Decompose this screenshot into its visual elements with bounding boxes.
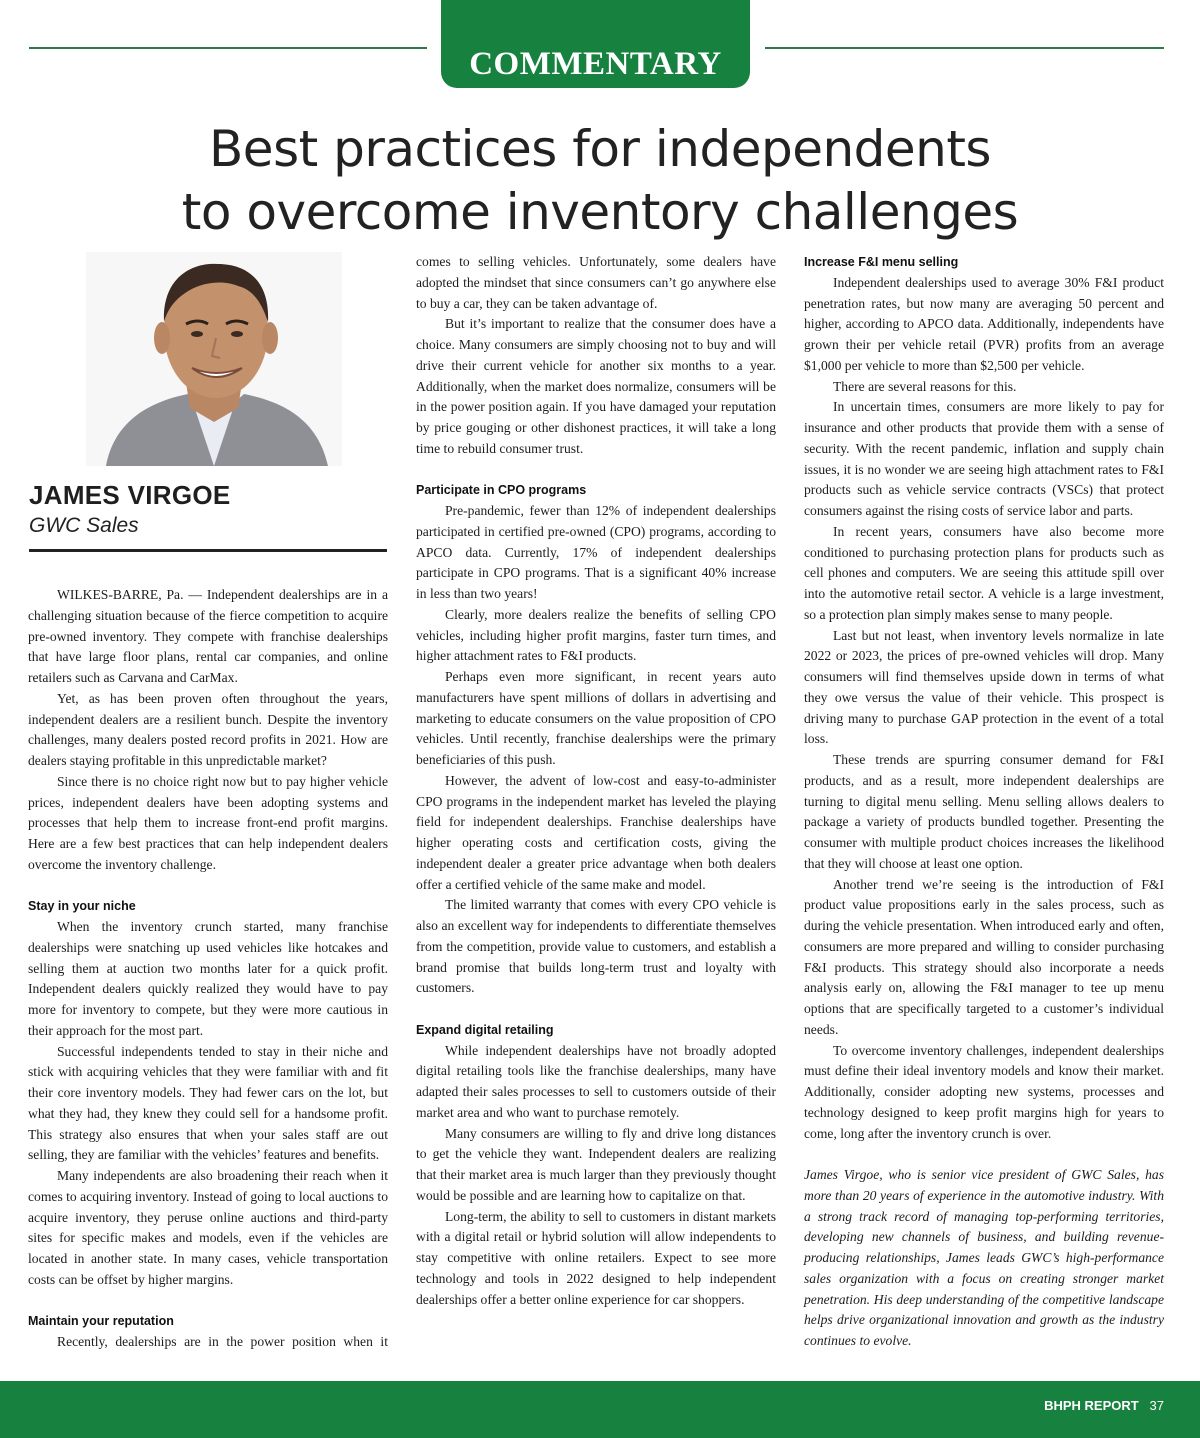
spacer [28,876,388,897]
paragraph: WILKES-BARRE, Pa. — Independent dealerships are in a challenging situation because of the fierce competition to acquire pre-owned inventory. They compete with franchise dealerships that have large floor plans, rental car companies, and online retailers such as Carvana and CarMax. [28,587,388,685]
paragraph: Successful independents tended to stay in their niche and stick with acquiring vehicles that they were familiar with and fit their core inventory models. They had fewer cars on the lot, but what they had, they knew they could sell for a handsome profit. This strategy also ensures that when your sales staff are out selling, they are familiar with the vehicles’ features and benefits. [28,1043,388,1163]
author-photo [86,252,342,466]
subhead-digital-retailing: Expand digital retailing [416,1022,554,1037]
paragraph: These trends are spurring consumer demand for F&I products, and as a result, more independent dealerships are turning to digital menu selling. Menu selling allows dealers to package a variety of products bundled together. Presenting the consumer with multiple product choices increases the likelihood that they will choose at least one option. [804,752,1164,871]
paragraph: Clearly, more dealers realize the benefits of selling CPO vehicles, including higher profit margins, faster turn times, and higher attachment rates to F&I products. [416,606,776,664]
author-rule [29,549,387,552]
paragraph: When the inventory crunch started, many franchise dealerships were snatching up used vehicles like hotcakes and selling them at auction two months later for a quick profit. Independent dealers quickly realized they would have to pay more for inventory to compete, but they were more cautious in their approach for the most part. [28,919,388,1038]
paragraph: To overcome inventory challenges, independent dealerships must define their ideal inventory models and know their market. Additionally, consider adopting new systems, processes and technology designed to keep profit margins high for years to come, long after the inventory crunch is over. [804,1042,1164,1141]
column-2 [416,252,776,1310]
paragraph: Long-term, the ability to sell to customers in distant markets with a digital retail or hybrid solution will allow independents to stay competitive with online retailers. Expect to see more technology and tools in 2022 designed to help independent dealerships offer a better online experience for car shoppers. [416,1208,776,1307]
paragraph: But it’s important to realize that the consumer does have a choice. Many consumers are simply choosing not to buy and will drive their current vehicle for another six months to a year. Additionally, when the market does normalize, consumers will be in the power position again. If you have damaged your reputation by price gouging or other dishonest practices, it will take a long time to rebuild consumer trust. [416,316,776,456]
paragraph: Perhaps even more significant, in recent years auto manufacturers have spent millions of dollars in advertising and marketing to educate consumers on the value proposition of CPO vehicles. Until recently, franchise dealerships were the primary beneficiaries of this push. [416,669,776,767]
column-1 [28,585,388,1353]
paragraph: In uncertain times, consumers are more likely to pay for insurance and other products that provide them with a sense of security. With the recent pandemic, inflation and supply chain issues, it is no wonder we are seeing high attachment rates to F&I products such as vehicle service contracts (VSCs) that protect consumers against the rising costs of service labor and parts. [804,399,1164,518]
paragraph: comes to selling vehicles. Unfortunately, some dealers have adopted the mindset that since consumers can’t go anywhere else to buy a car, they can be taken advantage of. [416,254,776,311]
author-portrait-image [86,252,342,466]
column-3 [804,252,1164,1352]
footer-bar [0,1381,1200,1438]
paragraph: Since there is no choice right now but to pay higher vehicle prices, independent dealers have been adopting systems and processes that help them to increase front-end profit margins. Here are a few best practices that can help independent dealers overcome the inventory challenge. [28,773,388,872]
headline-line-1: Best practices for independents [209,120,991,178]
author-company: GWC Sales [29,514,139,537]
header-rule-right [765,47,1164,49]
headline-line-2: to overcome inventory challenges [181,183,1019,241]
paragraph: Pre-pandemic, fewer than 12% of independent dealerships participated in certified pre-owned (CPO) programs, according to APCO data. Currently, 17% of independent dealerships participate in CPO programs. That is a significant 40% increase in less than two years! [416,503,776,601]
subhead-stay-in-niche: Stay in your niche [28,899,136,914]
section-tab [441,0,750,88]
page-number: 37 [1149,1398,1164,1413]
paragraph: Yet, as has been proven often throughout the years, independent dealers are a resilient bunch. Despite the inventory challenges, many dealers posted record profits in 2021. How are dealers staying profitable in this unpredictable market? [28,690,388,768]
paragraph: Independent dealerships used to average 30% F&I product penetration rates, but now many are averaging 50 percent and higher, according to APCO data. Additionally, independents have grown their per vehicle retail (PVR) profits from an average $1,000 per vehicle to more than $2,500 per vehicle. [804,274,1164,373]
article-headline [0,118,1200,244]
section-label: COMMENTARY [469,46,722,82]
footer-folio [1044,1398,1164,1413]
paragraph: While independent dealerships have not broadly adopted digital retailing tools like the franchise dealerships, many have adapted their sales processes to sell to customers outside of their market area and who want to purchase remotely. [416,1042,776,1120]
paragraph: Many consumers are willing to fly and drive long distances to get the vehicle they want. Independent dealers are realizing that their market area is much larger than they previously thought would be possible and are learning how to capitalize on that. [416,1125,776,1203]
subhead-cpo-programs: Participate in CPO programs [416,483,587,498]
subhead-maintain-reputation: Maintain your reputation [28,1314,174,1329]
paragraph: Recently, dealerships are in the power position when it [57,1334,388,1349]
author-bio: James Virgoe, who is senior vice president of GWC Sales, has more than 20 years of experience in the automotive industry. With a strong track record of managing top-performing territories, developing new channels of business, and building revenue-producing relationships, James leads GWC’s high-performance sales organization with a focus on creating stronger market penetration. His deep understanding of the competitive landscape helps drive organizational innovation and growth as the industry continues to evolve. [804,1167,1164,1348]
paragraph: Last but not least, when inventory levels normalize in late 2022 or 2023, the prices of pre-owned vehicles will drop. Many consumers will find themselves upside down in terms of what they owe versus the value of their vehicle. This prospect is driving many to purchase GAP protection in the event of a total loss. [804,627,1164,747]
spacer [804,1144,1164,1165]
spacer [416,460,776,481]
author-name: JAMES VIRGOE [29,480,231,510]
paragraph: The limited warranty that comes with every CPO vehicle is also an excellent way for independents to differentiate themselves from the competition, provide value to customers, and establish a brand promise that builds long-term trust and loyalty with customers. [416,897,776,996]
spacer [28,1291,388,1312]
publication-name: BHPH REPORT [1044,1398,1139,1413]
header-rule-left [29,47,427,49]
spacer [416,999,776,1020]
paragraph: There are several reasons for this. [833,378,1017,394]
paragraph: However, the advent of low-cost and easy-to-administer CPO programs in the independent market has leveled the playing field for independent dealerships. Franchise dealerships have higher operating costs and certification costs, giving the independent dealer a greater price advantage when both dealers offer a certified vehicle of the same make and model. [416,772,776,892]
paragraph: Many independents are also broadening their reach when it comes to acquiring inventory. Instead of going to local auctions to acquire inventory, they peruse online auctions and third-party sites for specific makes and models, even if the vehicles are located in another state. In many cases, vehicle transportation costs can be offset by higher margins. [28,1168,388,1287]
paragraph: In recent years, consumers have also become more conditioned to purchasing protection plans for products such as cell phones and computers. We are seeing this attitude spill over into the automotive retail sector. A vehicle is a large investment, so a protection plan simply makes sense to many people. [804,523,1164,622]
subhead-fi-menu-selling: Increase F&I menu selling [804,255,959,269]
paragraph: Another trend we’re seeing is the introduction of F&I product value propositions early in the sales process, such as during the vehicle presentation. When introduced early and often, consumers are more prepared and willing to consider purchasing F&I products. This strategy should also incorporate a needs analysis early on, allowing the F&I manager to tee up menu options that are specifically targeted to a customer’s individual needs. [804,876,1164,1037]
